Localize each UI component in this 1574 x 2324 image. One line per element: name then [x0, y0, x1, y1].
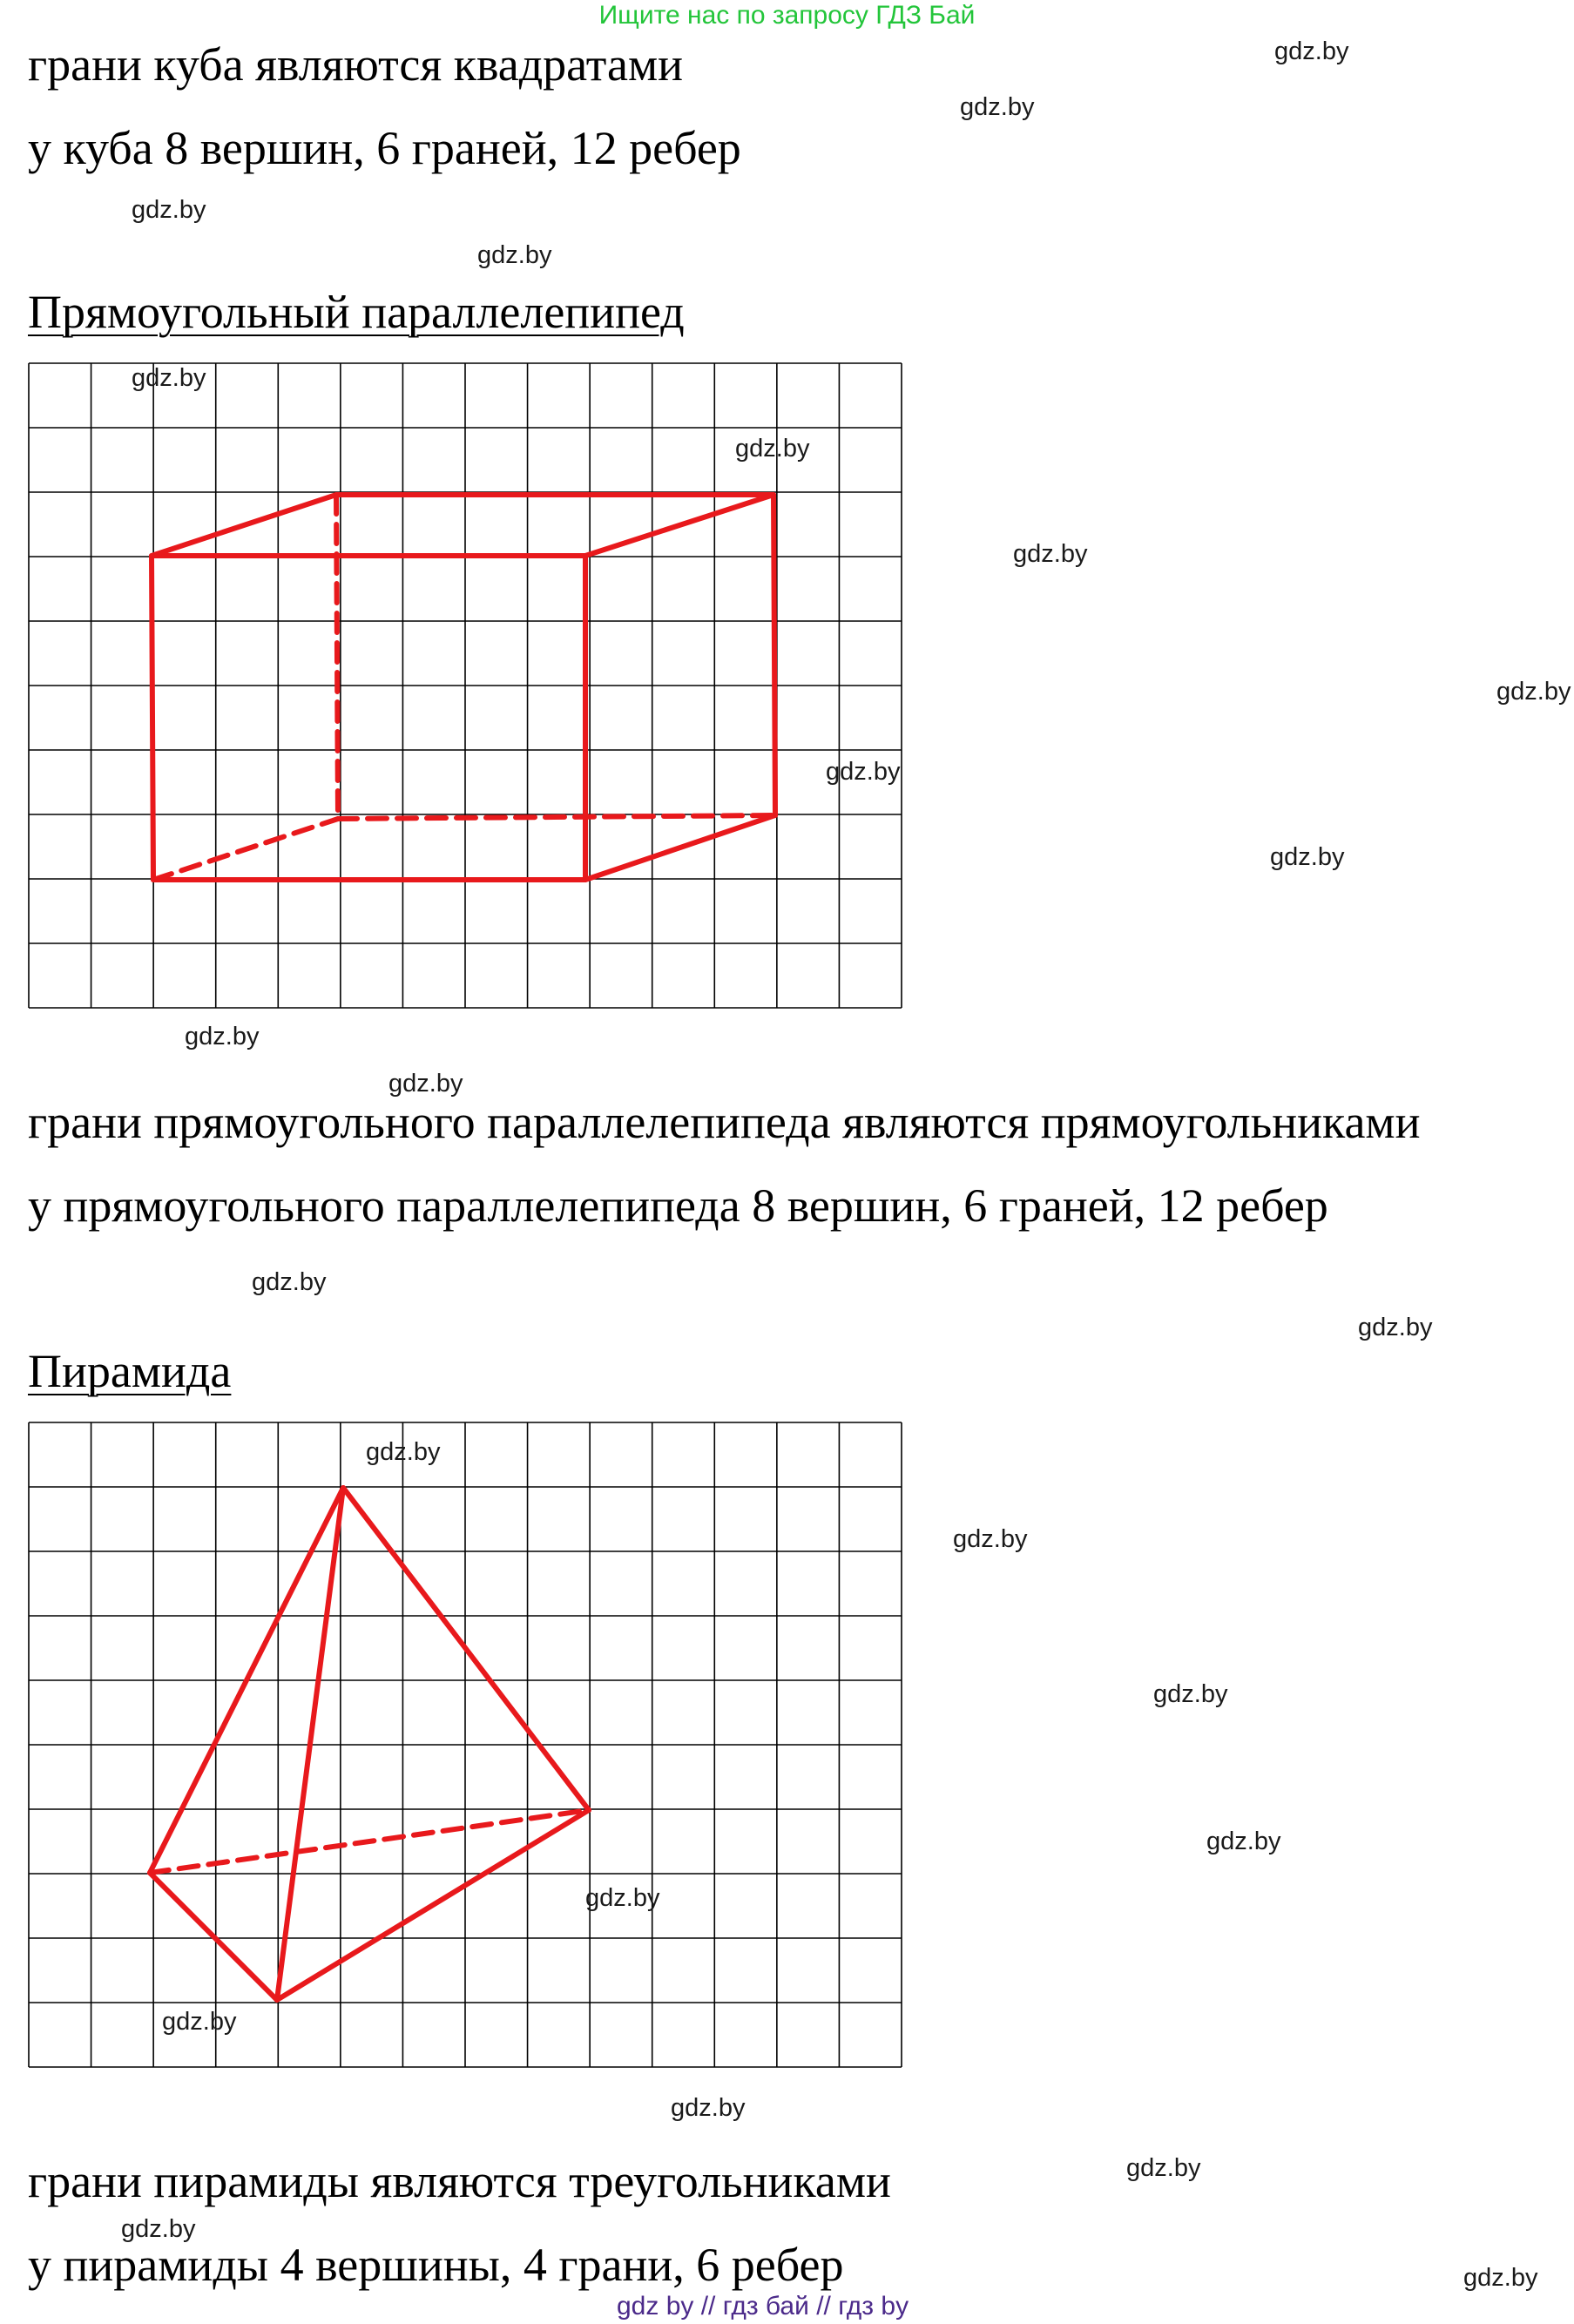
parallelepiped-front-face	[152, 556, 585, 880]
watermark: gdz.by	[1206, 1827, 1281, 1855]
pyramid-counts-text: у пирамиды 4 вершины, 4 грани, 6 ребер	[28, 2239, 844, 2291]
footer-links[interactable]: gdz by // гдз бай // гдз by	[617, 2292, 909, 2321]
parallelepiped-hidden-vertical	[336, 495, 338, 819]
pyramid-heading: Пирамида	[28, 1345, 232, 1397]
parallelepiped-edge-top-right	[585, 495, 773, 556]
watermark: gdz.by	[1013, 540, 1088, 568]
parallelepiped-edge-top-left	[152, 495, 336, 556]
watermark: gdz.by	[1274, 37, 1349, 65]
watermark: gdz.by	[1126, 2154, 1201, 2182]
parallelepiped-counts-text: у прямоугольного параллелепипеда 8 вершин, 6 граней, 12 ребер	[28, 1179, 1328, 1232]
parallelepiped-edge-bottom-right	[585, 815, 775, 880]
parallelepiped-figure	[152, 495, 775, 880]
parallelepiped-heading: Прямоугольный параллелепипед	[28, 286, 685, 338]
pyramid-grid	[28, 1422, 902, 2068]
watermark: gdz.by	[826, 758, 901, 786]
watermark: gdz.by	[1496, 678, 1571, 706]
top-banner[interactable]: Ищите нас по запросу ГДЗ Бай	[598, 1, 976, 30]
watermark: gdz.by	[388, 1070, 463, 1098]
watermark: gdz.by	[671, 2094, 746, 2122]
watermark: gdz.by	[132, 364, 206, 392]
pyramid-edge-apex-right	[343, 1488, 589, 1810]
watermark: gdz.by	[162, 2008, 237, 2036]
parallelepiped-faces-text: грани прямоугольного параллелепипеда являются прямоугольниками	[28, 1096, 1421, 1148]
cube-faces-text: грани куба являются квадратами	[28, 38, 684, 91]
watermark: gdz.by	[252, 1268, 327, 1296]
watermark: gdz.by	[121, 2215, 196, 2243]
pyramid-edge-front-right	[277, 1810, 589, 2000]
parallelepiped-edge-back-right	[773, 495, 775, 815]
watermark: gdz.by	[477, 241, 552, 269]
watermark: gdz.by	[1153, 1680, 1228, 1708]
parallelepiped-hidden-bottom-left	[153, 819, 338, 880]
cube-counts-text: у куба 8 вершин, 6 граней, 12 ребер	[28, 122, 741, 174]
watermark: gdz.by	[366, 1438, 441, 1466]
parallelepiped-hidden-bottom-back	[338, 815, 775, 819]
watermark: gdz.by	[1270, 843, 1345, 871]
watermark: gdz.by	[953, 1525, 1028, 1553]
watermark: gdz.by	[185, 1023, 260, 1051]
watermark: gdz.by	[132, 196, 206, 224]
watermark: gdz.by	[585, 1884, 660, 1912]
grid-lines	[29, 1422, 902, 2067]
parallelepiped-hidden-edges	[153, 495, 775, 880]
watermark: gdz.by	[735, 435, 810, 463]
watermark: gdz.by	[1463, 2264, 1538, 2292]
pyramid-edge-left-front	[150, 1873, 277, 2000]
watermark: gdz.by	[960, 93, 1035, 121]
pyramid-edge-apex-front	[277, 1488, 343, 2000]
pyramid-faces-text: грани пирамиды являются треугольниками	[28, 2155, 891, 2207]
watermark: gdz.by	[1358, 1314, 1433, 1341]
